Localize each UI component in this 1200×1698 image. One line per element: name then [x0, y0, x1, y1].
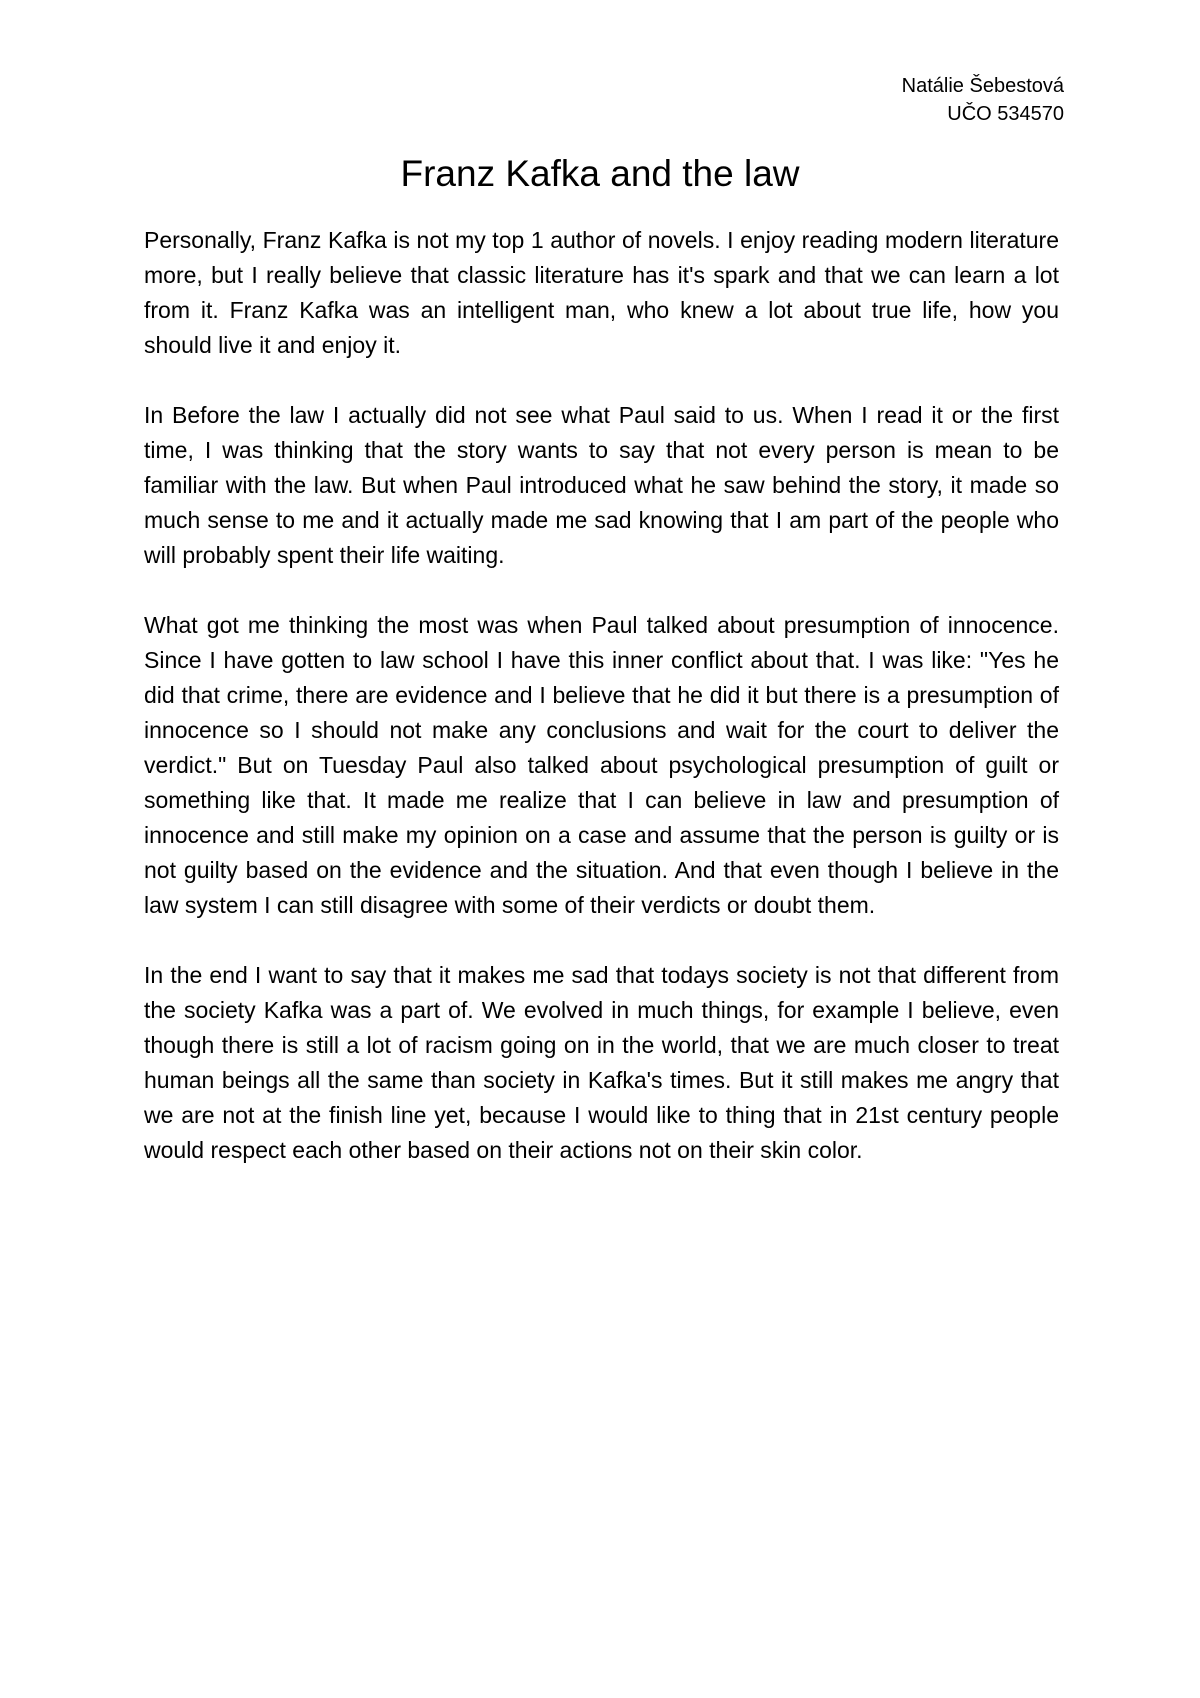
essay-body	[144, 223, 1059, 1203]
paragraph: In Before the law I actually did not see what Paul said to us. When I read it or the first time, I was thinking that the story wants to say that not every person is mean to be familiar with the law. But when Paul introduced what he saw behind the story, it made so much sense to me and it actually made me sad knowing that I am part of the people who will probably spent their life waiting.	[144, 402, 1059, 568]
author-name: Natálie Šebestová	[901, 75, 1064, 97]
document-title: Franz Kafka and the law	[400, 153, 800, 194]
author-header	[902, 72, 1064, 128]
paragraph: In the end I want to say that it makes me sad that todays society is not that different from the society Kafka was a part of. We evolved in much things, for example I believe, even though there is still a lot of racism going on in the world, that we are much closer to treat human beings all the same than society in Kafka's times. But it still makes me angry that we are not at the finish line yet, because I would like to thing that in 21st century people would respect each other based on their actions not on their skin color.	[144, 962, 1059, 1163]
paragraph: Personally, Franz Kafka is not my top 1 author of novels. I enjoy reading modern literature more, but I really believe that classic literature has it's spark and that we can learn a lot from it. Franz Kafka was an intelligent man, who knew a lot about true life, how you should live it and enjoy it.	[144, 227, 1059, 358]
student-id: UČO 534570	[947, 103, 1064, 125]
paragraph: What got me thinking the most was when Paul talked about presumption of innocence. Since I have gotten to law school I have this inner conflict about that. I was like: "Yes he did that crime, there are evidence and I believe that he did it but there is a presumption of innocence so I should not make any conclusions and wait for the court to deliver the verdict." But on Tuesday Paul also talked about psychological presumption of guilt or something like that. It made me realize that I can believe in law and presumption of innocence and still make my opinion on a case and assume that the person is guilty or is not guilty based on the evidence and the situation. And that even though I believe in the law system I can still disagree with some of their verdicts or doubt them.	[144, 612, 1059, 918]
